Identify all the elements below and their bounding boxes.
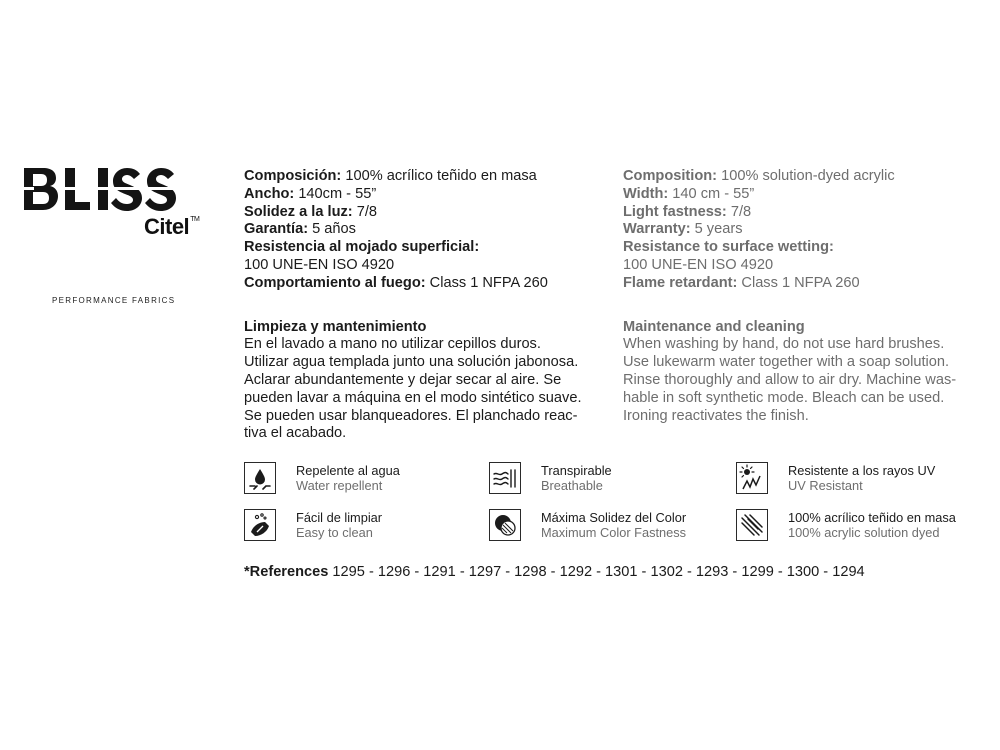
spec-column-english bbox=[623, 168, 983, 425]
care-line: Aclarar abundantemente y dejar secar al aire. Se bbox=[244, 371, 562, 388]
spec-column-spanish bbox=[244, 168, 604, 443]
uv-sun-icon bbox=[736, 462, 768, 494]
brand-tagline: PERFORMANCE FABRICS bbox=[52, 296, 176, 305]
spec-composition: Composición: 100% acrílico teñido en masa bbox=[244, 168, 537, 184]
care-line: Utilizar agua templada junto una solución jabonosa. bbox=[244, 354, 579, 371]
care-line: Ironing reactivates the finish. bbox=[623, 407, 809, 424]
spec-composition: Composition: 100% solution-dyed acrylic bbox=[623, 168, 895, 184]
care-line: pueden lavar a máquina en el modo sintético suave. bbox=[244, 389, 582, 406]
spec-light-fastness: Solidez a la luz: 7/8 bbox=[244, 203, 378, 220]
spec-wetting-value: 100 UNE-EN ISO 4920 bbox=[244, 256, 395, 273]
care-line: Rinse thoroughly and allow to air dry. Machine was- bbox=[623, 371, 957, 388]
spec-wetting-value: 100 UNE-EN ISO 4920 bbox=[623, 256, 774, 273]
care-line: Se pueden usar blanqueadores. El planchado reac- bbox=[244, 407, 578, 424]
care-line: When washing by hand, do not use hard brushes. bbox=[623, 336, 945, 353]
citel-logo: Citel™ bbox=[144, 214, 200, 239]
brand-logo bbox=[24, 166, 200, 239]
care-line: En el lavado a mano no utilizar cepillos duros. bbox=[244, 336, 541, 353]
breathable-icon bbox=[489, 462, 521, 494]
solution-dyed-icon bbox=[736, 509, 768, 541]
easy-clean-icon bbox=[244, 509, 276, 541]
spec-warranty: Warranty: 5 years bbox=[623, 221, 743, 238]
bliss-wordmark bbox=[24, 166, 196, 212]
care-title: Maintenance and cleaning bbox=[623, 318, 805, 335]
spec-wetting-label: Resistance to surface wetting: bbox=[623, 239, 834, 256]
spec-fire: Comportamiento al fuego: Class 1 NFPA 260 bbox=[244, 274, 548, 291]
color-fastness-icon bbox=[489, 509, 521, 541]
spec-width: Width: 140 cm - 55” bbox=[623, 185, 755, 202]
references-line: *References 1295 - 1296 - 1291 - 1297 - 1298 - 1292 - 1301 - 1302 - 1293 - 1299 - 1300 - 1294 bbox=[244, 564, 865, 580]
care-line: Use lukewarm water together with a soap solution. bbox=[623, 354, 950, 371]
spec-width: Ancho: 140cm - 55” bbox=[244, 185, 377, 202]
spec-wetting-label: Resistencia al mojado superficial: bbox=[244, 239, 480, 256]
spec-warranty: Garantía: 5 años bbox=[244, 221, 356, 238]
water-drop-icon bbox=[244, 462, 276, 494]
care-line: tiva el acabado. bbox=[244, 425, 347, 442]
care-title: Limpieza y mantenimiento bbox=[244, 318, 427, 335]
spec-fire: Flame retardant: Class 1 NFPA 260 bbox=[623, 274, 860, 291]
spec-light-fastness: Light fastness: 7/8 bbox=[623, 203, 752, 220]
care-line: hable in soft synthetic mode. Bleach can be used. bbox=[623, 389, 945, 406]
